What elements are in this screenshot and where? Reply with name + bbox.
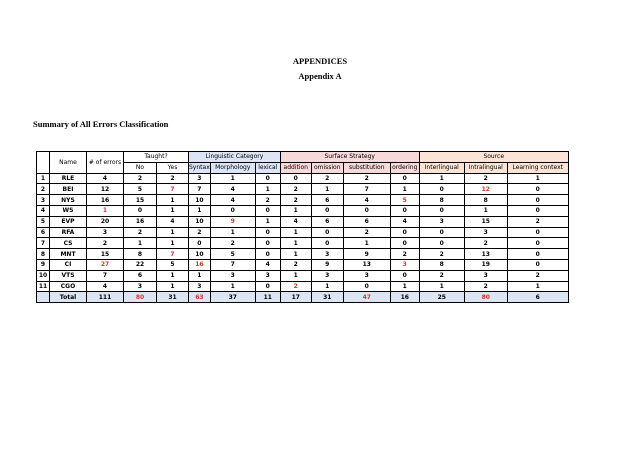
row-number-cell: 10: [37, 270, 50, 281]
subheader-cell: omission: [311, 162, 343, 173]
row-number-cell: 6: [37, 227, 50, 238]
value-cell: 5: [390, 195, 419, 206]
value-cell: 3: [255, 270, 280, 281]
value-cell: 0: [210, 205, 255, 216]
row-number-header: [37, 152, 50, 174]
table-body: [37, 173, 569, 303]
table-row: [37, 184, 569, 195]
value-cell: 20: [87, 216, 124, 227]
value-cell: 1: [210, 281, 255, 292]
name-cell: CI: [50, 259, 87, 270]
value-cell: 3: [189, 281, 211, 292]
row-number-cell: 2: [37, 184, 50, 195]
table-row: [37, 173, 569, 184]
row-number-cell: 1: [37, 173, 50, 184]
value-cell: 3: [210, 270, 255, 281]
value-cell: 27: [87, 259, 124, 270]
surface-group-header: Surface Strategy: [280, 152, 419, 163]
row-number-cell: 7: [37, 238, 50, 249]
value-cell: 16: [124, 216, 157, 227]
subheader-cell: Morphology: [210, 162, 255, 173]
value-cell: 1: [255, 184, 280, 195]
value-cell: 1: [311, 184, 343, 195]
subheader-cell: Intralingual: [464, 162, 507, 173]
total-value-cell: 80: [464, 292, 507, 303]
value-cell: 0: [255, 281, 280, 292]
row-number-cell: 8: [37, 249, 50, 260]
value-cell: 0: [390, 238, 419, 249]
value-cell: 4: [343, 195, 390, 206]
value-cell: 8: [124, 249, 157, 260]
value-cell: 2: [280, 184, 311, 195]
value-cell: 3: [464, 227, 507, 238]
total-row: [37, 292, 569, 303]
value-cell: 2: [87, 238, 124, 249]
value-cell: 0: [419, 238, 464, 249]
value-cell: 12: [464, 184, 507, 195]
value-cell: 0: [343, 281, 390, 292]
value-cell: 2: [507, 216, 568, 227]
value-cell: 2: [343, 173, 390, 184]
value-cell: 0: [507, 259, 568, 270]
value-cell: 0: [255, 238, 280, 249]
value-cell: 2: [280, 259, 311, 270]
value-cell: 1: [157, 281, 189, 292]
value-cell: 2: [280, 281, 311, 292]
value-cell: 1: [280, 238, 311, 249]
value-cell: 2: [464, 238, 507, 249]
value-cell: 1: [419, 173, 464, 184]
value-cell: 13: [343, 259, 390, 270]
value-cell: 3: [189, 173, 211, 184]
value-cell: 15: [87, 249, 124, 260]
value-cell: 7: [343, 184, 390, 195]
value-cell: 1: [210, 173, 255, 184]
value-cell: 1: [280, 249, 311, 260]
value-cell: 3: [343, 270, 390, 281]
value-cell: 1: [157, 195, 189, 206]
table-row: [37, 227, 569, 238]
table-row: [37, 270, 569, 281]
subheader-cell: substitution: [343, 162, 390, 173]
total-label: Total: [50, 292, 87, 303]
value-cell: 3: [311, 270, 343, 281]
value-cell: 0: [390, 270, 419, 281]
total-value-cell: 6: [507, 292, 568, 303]
value-cell: 1: [311, 281, 343, 292]
value-cell: 15: [124, 195, 157, 206]
value-cell: 3: [419, 216, 464, 227]
value-cell: 10: [189, 195, 211, 206]
value-cell: 7: [87, 270, 124, 281]
subheader-cell: Yes: [157, 162, 189, 173]
value-cell: 1: [255, 216, 280, 227]
total-value-cell: 16: [390, 292, 419, 303]
name-cell: RFA: [50, 227, 87, 238]
value-cell: 2: [464, 173, 507, 184]
value-cell: 6: [343, 216, 390, 227]
value-cell: 2: [189, 227, 211, 238]
value-cell: 2: [280, 195, 311, 206]
value-cell: 15: [464, 216, 507, 227]
errors-classification-table: [36, 151, 569, 303]
value-cell: 2: [419, 270, 464, 281]
name-cell: CGO: [50, 281, 87, 292]
value-cell: 1: [189, 205, 211, 216]
value-cell: 7: [157, 184, 189, 195]
row-number-cell: 4: [37, 205, 50, 216]
value-cell: 0: [189, 238, 211, 249]
value-cell: 0: [419, 184, 464, 195]
value-cell: 2: [343, 227, 390, 238]
total-value-cell: 80: [124, 292, 157, 303]
total-value-cell: 17: [280, 292, 311, 303]
total-value-cell: 63: [189, 292, 211, 303]
name-header: Name: [50, 152, 87, 174]
value-cell: 2: [255, 195, 280, 206]
value-cell: 1: [157, 238, 189, 249]
value-cell: 3: [311, 249, 343, 260]
value-cell: 4: [87, 281, 124, 292]
value-cell: 0: [507, 238, 568, 249]
value-cell: 1: [157, 205, 189, 216]
value-cell: 0: [507, 227, 568, 238]
row-number-cell: 9: [37, 259, 50, 270]
value-cell: 0: [390, 227, 419, 238]
total-value-cell: 31: [311, 292, 343, 303]
value-cell: 5: [124, 184, 157, 195]
value-cell: 6: [311, 195, 343, 206]
value-cell: 4: [87, 173, 124, 184]
value-cell: 0: [255, 249, 280, 260]
summary-title: Summary of All Errors Classification: [33, 119, 169, 129]
name-cell: WS: [50, 205, 87, 216]
value-cell: 12: [87, 184, 124, 195]
value-cell: 1: [390, 281, 419, 292]
value-cell: 1: [280, 270, 311, 281]
value-cell: 10: [189, 216, 211, 227]
value-cell: 6: [311, 216, 343, 227]
total-value-cell: 31: [157, 292, 189, 303]
value-cell: 2: [390, 249, 419, 260]
value-cell: 19: [464, 259, 507, 270]
value-cell: 8: [464, 195, 507, 206]
value-cell: 2: [464, 281, 507, 292]
total-value-cell: 11: [255, 292, 280, 303]
value-cell: 2: [157, 173, 189, 184]
value-cell: 0: [280, 173, 311, 184]
name-cell: MNT: [50, 249, 87, 260]
value-cell: 3: [390, 259, 419, 270]
subheader-cell: lexical: [255, 162, 280, 173]
value-cell: 0: [419, 205, 464, 216]
value-cell: 3: [464, 270, 507, 281]
value-cell: 3: [124, 281, 157, 292]
value-cell: 1: [157, 227, 189, 238]
value-cell: 2: [507, 270, 568, 281]
value-cell: 13: [464, 249, 507, 260]
value-cell: 0: [255, 227, 280, 238]
value-cell: 0: [343, 205, 390, 216]
name-cell: NYS: [50, 195, 87, 206]
appendices-title: APPENDICES: [292, 56, 348, 66]
total-value-cell: 37: [210, 292, 255, 303]
value-cell: 1: [87, 205, 124, 216]
value-cell: 2: [124, 227, 157, 238]
subheader-cell: Syntax: [189, 164, 210, 172]
subheader-cell: Learning context: [507, 162, 568, 173]
value-cell: 1: [124, 238, 157, 249]
value-cell: 1: [343, 238, 390, 249]
value-cell: 0: [390, 205, 419, 216]
table-row: [37, 281, 569, 292]
value-cell: 1: [157, 270, 189, 281]
value-cell: 4: [255, 259, 280, 270]
value-cell: 6: [124, 270, 157, 281]
name-cell: VTS: [50, 270, 87, 281]
value-cell: 1: [210, 227, 255, 238]
table-row: [37, 216, 569, 227]
value-cell: 8: [419, 195, 464, 206]
value-cell: 2: [124, 173, 157, 184]
value-cell: 7: [189, 184, 211, 195]
row-number-cell: 11: [37, 281, 50, 292]
subheader-cell: Interlingual: [419, 162, 464, 173]
value-cell: 4: [157, 216, 189, 227]
table-row: [37, 205, 569, 216]
subheader-cell: ordering: [392, 164, 418, 172]
value-cell: 3: [87, 227, 124, 238]
value-cell: 16: [87, 195, 124, 206]
value-cell: 0: [255, 173, 280, 184]
value-cell: 1: [189, 270, 211, 281]
value-cell: 9: [311, 259, 343, 270]
value-cell: 16: [189, 259, 211, 270]
row-number-cell: 3: [37, 195, 50, 206]
value-cell: 8: [419, 259, 464, 270]
name-cell: CS: [50, 238, 87, 249]
subheader-cell: No: [124, 162, 157, 173]
value-cell: 2: [311, 173, 343, 184]
value-cell: 1: [390, 184, 419, 195]
value-cell: 0: [124, 205, 157, 216]
value-cell: 5: [210, 249, 255, 260]
value-cell: 0: [311, 238, 343, 249]
value-cell: 22: [124, 259, 157, 270]
linguistic-group-header: Linguistic Category: [189, 152, 281, 163]
total-value-cell: 111: [87, 292, 124, 303]
value-cell: 10: [189, 249, 211, 260]
value-cell: 9: [343, 249, 390, 260]
value-cell: 1: [507, 281, 568, 292]
value-cell: 1: [280, 205, 311, 216]
value-cell: 2: [210, 238, 255, 249]
value-cell: 0: [507, 184, 568, 195]
table-row: [37, 259, 569, 270]
value-cell: 2: [419, 249, 464, 260]
value-cell: 1: [464, 205, 507, 216]
table-row: [37, 249, 569, 260]
value-cell: 4: [280, 216, 311, 227]
value-cell: 0: [507, 195, 568, 206]
table-row: [37, 195, 569, 206]
value-cell: 0: [419, 227, 464, 238]
value-cell: 7: [157, 249, 189, 260]
name-cell: RLE: [50, 173, 87, 184]
value-cell: 0: [507, 205, 568, 216]
value-cell: 0: [390, 173, 419, 184]
value-cell: 4: [210, 195, 255, 206]
table-row: [37, 238, 569, 249]
value-cell: 0: [507, 249, 568, 260]
value-cell: 9: [210, 216, 255, 227]
value-cell: 4: [210, 184, 255, 195]
row-number-cell: 5: [37, 216, 50, 227]
taught-group-header: Taught?: [124, 152, 189, 163]
value-cell: 7: [210, 259, 255, 270]
appendix-subtitle: Appendix A: [298, 71, 342, 81]
value-cell: 4: [390, 216, 419, 227]
total-value-cell: 25: [419, 292, 464, 303]
value-cell: 1: [507, 173, 568, 184]
total-blank-cell: [37, 292, 50, 303]
value-cell: 0: [311, 227, 343, 238]
source-group-header: Source: [419, 152, 568, 163]
value-cell: 5: [157, 259, 189, 270]
name-cell: BEI: [50, 184, 87, 195]
value-cell: 0: [255, 205, 280, 216]
name-cell: EVP: [50, 216, 87, 227]
value-cell: 0: [311, 205, 343, 216]
value-cell: 1: [280, 227, 311, 238]
total-value-cell: 47: [343, 292, 390, 303]
errors-header: # of errors: [87, 152, 124, 174]
subheader-cell: addition: [280, 162, 311, 173]
value-cell: 1: [419, 281, 464, 292]
